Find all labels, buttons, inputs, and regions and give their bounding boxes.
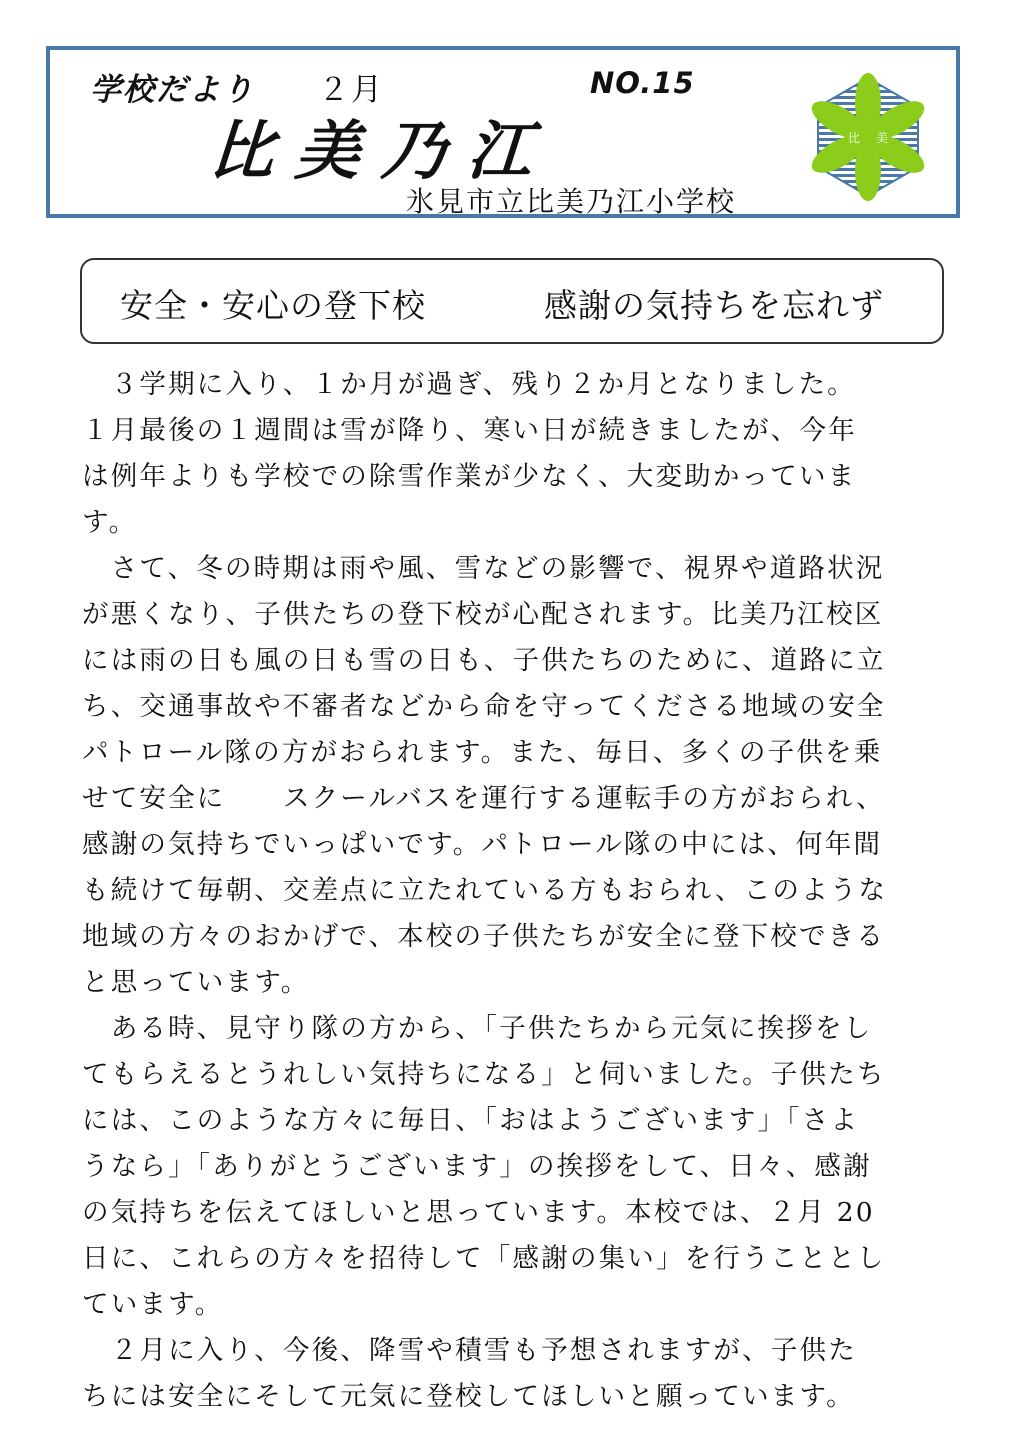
article-line: 感謝の気持ちでいっぱいです。パトロール隊の中には、何年間 bbox=[82, 829, 883, 860]
newsletter-series-label: 学校だより bbox=[90, 72, 255, 108]
article-line: と思っています。 bbox=[82, 967, 310, 998]
headline-gratitude: 感謝の気持ちを忘れず bbox=[544, 286, 884, 325]
article-line: うなら」「ありがとうございます」の挨拶をして、日々、感謝 bbox=[82, 1151, 872, 1182]
emblem-char-right: 美 bbox=[875, 131, 889, 145]
school-name: 氷見市立比美乃江小学校 bbox=[406, 185, 737, 218]
article-line: ています。 bbox=[82, 1289, 224, 1320]
article-line: ２月に入り、今後、降雪や積雪も予想されますが、子供た bbox=[82, 1335, 857, 1366]
masthead bbox=[46, 46, 960, 218]
article-line: せて安全に スクールバスを運行する運転手の方がおられ、 bbox=[82, 783, 885, 814]
article-line: の気持ちを伝えてほしいと思っています。本校では、２月 20 bbox=[82, 1197, 875, 1228]
headline-box bbox=[80, 258, 944, 344]
article-line: ある時、見守り隊の方から、「子供たちから元気に挨拶をし bbox=[82, 1013, 873, 1044]
article-line: は例年よりも学校での除雪作業が少なく、大変助かっていま bbox=[82, 461, 857, 492]
article-line: ち、交通事故や不審者などから命を守ってくださる地域の安全 bbox=[82, 691, 886, 722]
article-line: す。 bbox=[82, 507, 138, 538]
issue-month: ２月 bbox=[318, 72, 384, 108]
article-line: が悪くなり、子供たちの登下校が心配されます。比美乃江校区 bbox=[82, 599, 884, 630]
newsletter-title: 比美乃江 bbox=[206, 115, 557, 189]
article-body bbox=[82, 362, 948, 1420]
headline-safety: 安全・安心の登下校 bbox=[120, 286, 426, 325]
school-emblem-icon bbox=[806, 72, 930, 202]
article-line: ちには安全にそして元気に登校してほしいと願っています。 bbox=[82, 1381, 855, 1412]
article-line: さて、冬の時期は雨や風、雪などの影響で、視界や道路状況 bbox=[82, 553, 885, 584]
issue-number: NO.15 bbox=[590, 66, 695, 100]
article-line: ３学期に入り、１か月が過ぎ、残り２か月となりました。 bbox=[82, 369, 856, 400]
emblem-char-left: 比 bbox=[847, 131, 861, 145]
article-line: も続けて毎朝、交差点に立たれている方もおられ、このような bbox=[82, 875, 888, 906]
article-line: 日に、これらの方々を招待して「感謝の集い」を行うこととし bbox=[82, 1243, 886, 1274]
article-line: には雨の日も風の日も雪の日も、子供たちのために、道路に立 bbox=[82, 645, 886, 676]
article-line: 地域の方々のおかげで、本校の子供たちが安全に登下校できる bbox=[82, 921, 886, 952]
article-line: てもらえるとうれしい気持ちになる」と伺いました。子供たち bbox=[82, 1059, 886, 1090]
article-line: パトロール隊の方がおられます。また、毎日、多くの子供を乗 bbox=[82, 737, 883, 768]
article-line: には、このような方々に毎日、「おはようございます」「さよ bbox=[82, 1105, 860, 1136]
article-line: １月最後の１週間は雪が降り、寒い日が続きましたが、今年 bbox=[82, 415, 857, 446]
